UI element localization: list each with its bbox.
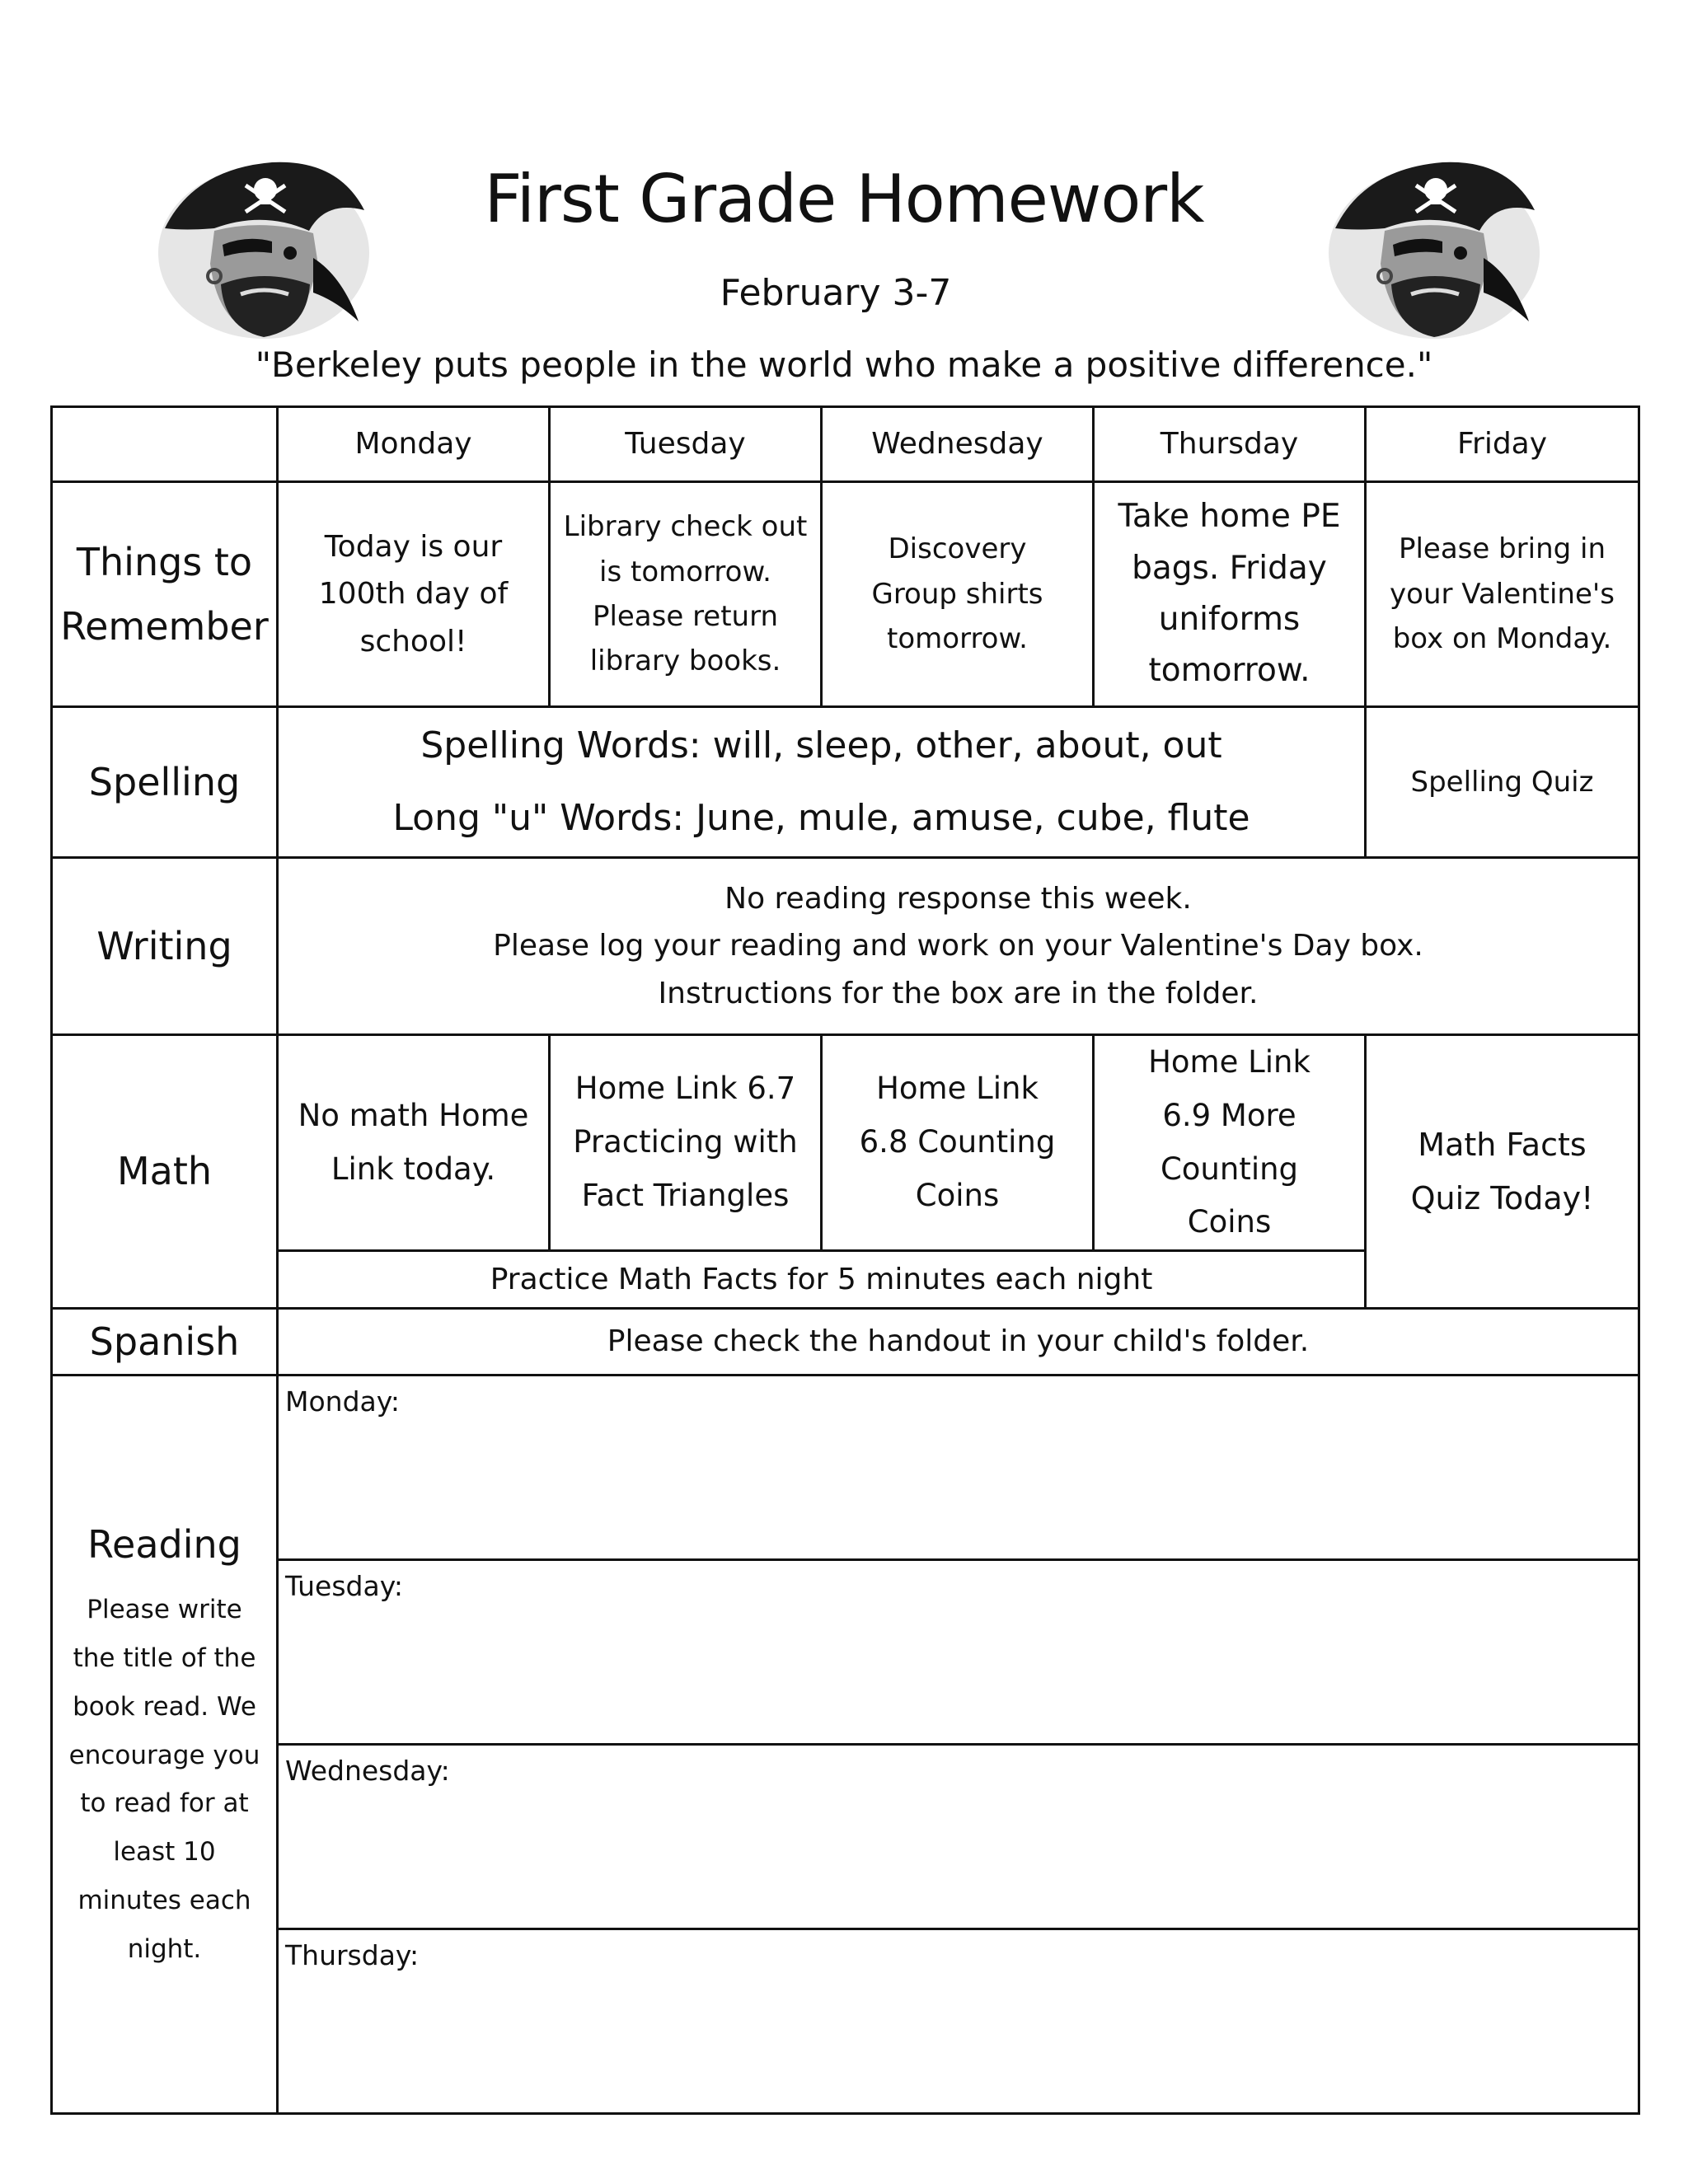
math-label: Math bbox=[52, 1035, 278, 1309]
reading-note: Please write the title of the book read. We encourage you to read for at least 10 minutes each night. bbox=[68, 1594, 260, 1965]
reading-label-cell bbox=[52, 1376, 278, 2114]
reading-row bbox=[52, 1929, 1639, 2114]
spanish-row bbox=[52, 1309, 1639, 1376]
spelling-row bbox=[52, 707, 1639, 858]
day-header-row bbox=[52, 407, 1639, 482]
writing-line: Instructions for the box are in the folder. bbox=[658, 976, 1259, 1010]
long-u-words: Long "u" Words: June, mule, amuse, cube, flute bbox=[392, 797, 1250, 839]
things-to-remember-label bbox=[52, 482, 278, 707]
reading-row bbox=[52, 1560, 1639, 1745]
remember-wednesday: Discovery Group shirts tomorrow. bbox=[822, 482, 1094, 707]
reading-log-thursday[interactable]: Thursday: bbox=[278, 1929, 1639, 2114]
day-header-wednesday: Wednesday bbox=[822, 407, 1094, 482]
math-tuesday: Home Link 6.7 Practicing with Fact Triangles bbox=[550, 1035, 822, 1251]
spanish-cell: Please check the handout in your child's folder. bbox=[278, 1309, 1639, 1376]
spelling-words: Spelling Words: will, sleep, other, about, out bbox=[420, 724, 1222, 766]
day-header-monday: Monday bbox=[278, 407, 550, 482]
writing-line: Please log your reading and work on your Valentine's Day box. bbox=[493, 929, 1423, 963]
spelling-quiz: Spelling Quiz bbox=[1366, 707, 1639, 858]
reading-log-wednesday[interactable]: Wednesday: bbox=[278, 1745, 1639, 1929]
spelling-words-cell bbox=[278, 707, 1366, 858]
math-thursday: Home Link 6.9 More Counting Coins bbox=[1094, 1035, 1366, 1251]
day-header-friday: Friday bbox=[1366, 407, 1639, 482]
reading-row bbox=[52, 1376, 1639, 1560]
math-row bbox=[52, 1035, 1639, 1251]
math-practice: Practice Math Facts for 5 minutes each night bbox=[278, 1251, 1366, 1309]
remember-monday: Today is our 100th day of school! bbox=[278, 482, 550, 707]
date-range bbox=[0, 272, 1688, 314]
reading-label: Reading bbox=[87, 1522, 241, 1568]
label-line: Remember bbox=[60, 604, 269, 649]
day-header-tuesday: Tuesday bbox=[550, 407, 822, 482]
math-wednesday: Home Link 6.8 Counting Coins bbox=[822, 1035, 1094, 1251]
page-title: First Grade Homework bbox=[484, 161, 1204, 237]
day-header-thursday: Thursday bbox=[1094, 407, 1366, 482]
reading-log-monday[interactable]: Monday: bbox=[278, 1376, 1639, 1560]
school-motto: "Berkeley puts people in the world who make a positive difference." bbox=[255, 344, 1433, 385]
things-to-remember-row bbox=[52, 482, 1639, 707]
reading-log-tuesday[interactable]: Tuesday: bbox=[278, 1560, 1639, 1745]
remember-friday: Please bring in your Valentine's box on Monday. bbox=[1366, 482, 1639, 707]
homework-table bbox=[50, 405, 1640, 2115]
reading-row bbox=[52, 1745, 1639, 1929]
label-line: Things to bbox=[76, 539, 253, 584]
math-monday: No math Home Link today. bbox=[278, 1035, 550, 1251]
writing-cell bbox=[278, 858, 1639, 1035]
writing-label: Writing bbox=[52, 858, 278, 1035]
remember-thursday: Take home PE bags. Friday uniforms tomorrow. bbox=[1094, 482, 1366, 707]
spelling-label: Spelling bbox=[52, 707, 278, 858]
corner-cell bbox=[52, 407, 278, 482]
date-range-text: February 3-7 bbox=[720, 272, 952, 314]
math-facts-quiz: Math Facts Quiz Today! bbox=[1366, 1035, 1639, 1309]
spanish-label: Spanish bbox=[52, 1309, 278, 1376]
remember-tuesday: Library check out is tomorrow. Please return library books. bbox=[550, 482, 822, 707]
writing-line: No reading response this week. bbox=[724, 881, 1192, 916]
writing-row bbox=[52, 858, 1639, 1035]
